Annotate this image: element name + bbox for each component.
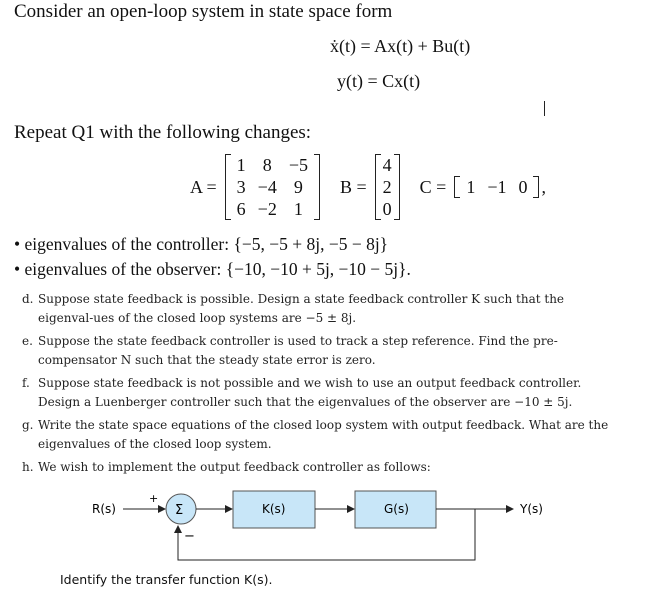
minus-sign: − xyxy=(184,529,195,544)
cell: 8 xyxy=(262,155,272,175)
matrix-b xyxy=(375,154,400,220)
item-label: g. xyxy=(22,418,34,432)
cell: −2 xyxy=(257,199,277,219)
intro-text: Consider an open-loop system in state space form xyxy=(14,1,393,22)
cell: 6 xyxy=(236,199,246,219)
cell: 9 xyxy=(293,177,303,197)
plant-label: G(s) xyxy=(384,502,409,516)
item-text: Suppose state feedback is not possible and we wish to use an output feedback controller. Design a Luenberger controller such that the eigenvalues of the observer are −10 ± 5j. xyxy=(38,376,582,409)
b-label: B = xyxy=(339,176,367,197)
cell: 1 xyxy=(236,155,246,175)
bullet-observer: • eigenvalues of the observer: {−10, −10 + 5j, −10 − 5j}. xyxy=(14,259,411,279)
cell: 4 xyxy=(382,155,392,175)
plus-sign: + xyxy=(149,492,159,505)
item-text: Write the state space equations of the closed loop system with output feedback. What are the eigenvalues of the closed loop system. xyxy=(38,418,609,451)
item-e xyxy=(0,332,660,372)
bullet-text: eigenvalues of the observer: {−10, −10 + 5j, −10 − 5j}. xyxy=(24,259,411,279)
repeat-heading: Repeat Q1 with the following changes: xyxy=(14,122,312,143)
state-equation: ẋ(t) = Ax(t) + Bu(t) xyxy=(330,36,471,56)
system-matrices xyxy=(190,154,546,220)
cell: 2 xyxy=(382,177,392,197)
cell: 1 xyxy=(293,199,303,219)
a-label: A = xyxy=(190,176,217,197)
block-diagram xyxy=(0,480,660,570)
matrix-a xyxy=(225,154,320,220)
item-label: d. xyxy=(22,292,34,306)
cell: −1 xyxy=(487,177,507,197)
item-label: e. xyxy=(22,334,33,348)
bullet-text: eigenvalues of the controller: {−5, −5 + 8j, −5 − 8j} xyxy=(24,234,389,254)
item-d xyxy=(0,290,660,330)
item-text: We wish to implement the output feedback controller as follows: xyxy=(38,460,431,474)
cell: 0 xyxy=(382,199,392,219)
cell: 0 xyxy=(518,177,528,197)
item-h xyxy=(0,458,660,478)
item-f xyxy=(0,374,660,414)
cell: −5 xyxy=(288,155,308,175)
sigma-symbol: Σ xyxy=(175,503,184,518)
input-label: R(s) xyxy=(92,502,116,516)
matrix-c xyxy=(454,176,539,198)
item-text: Suppose state feedback is possible. Design a state feedback controller K such that the eigenval-ues of the closed loop systems are −5 ± 8j. xyxy=(38,292,565,325)
c-label: C = xyxy=(419,176,447,197)
output-equation: y(t) = Cx(t) xyxy=(337,71,421,91)
comma: , xyxy=(541,176,546,197)
bullet-controller: • eigenvalues of the controller: {−5, −5 + 8j, −5 − 8j} xyxy=(14,234,389,254)
controller-label: K(s) xyxy=(262,502,286,516)
item-text: Suppose the state feedback controller is used to track a step reference. Find the pre-compensator N such that the steady state error is zero. xyxy=(38,334,558,367)
text-cursor xyxy=(544,101,545,116)
output-label: Y(s) xyxy=(520,502,543,516)
item-label: h. xyxy=(22,460,34,474)
footer-text: Identify the transfer function K(s). xyxy=(60,572,273,587)
cell: 3 xyxy=(236,177,246,197)
item-label: f. xyxy=(22,376,30,390)
item-g xyxy=(0,416,660,456)
cell: −4 xyxy=(257,177,277,197)
cell: 1 xyxy=(466,177,476,197)
